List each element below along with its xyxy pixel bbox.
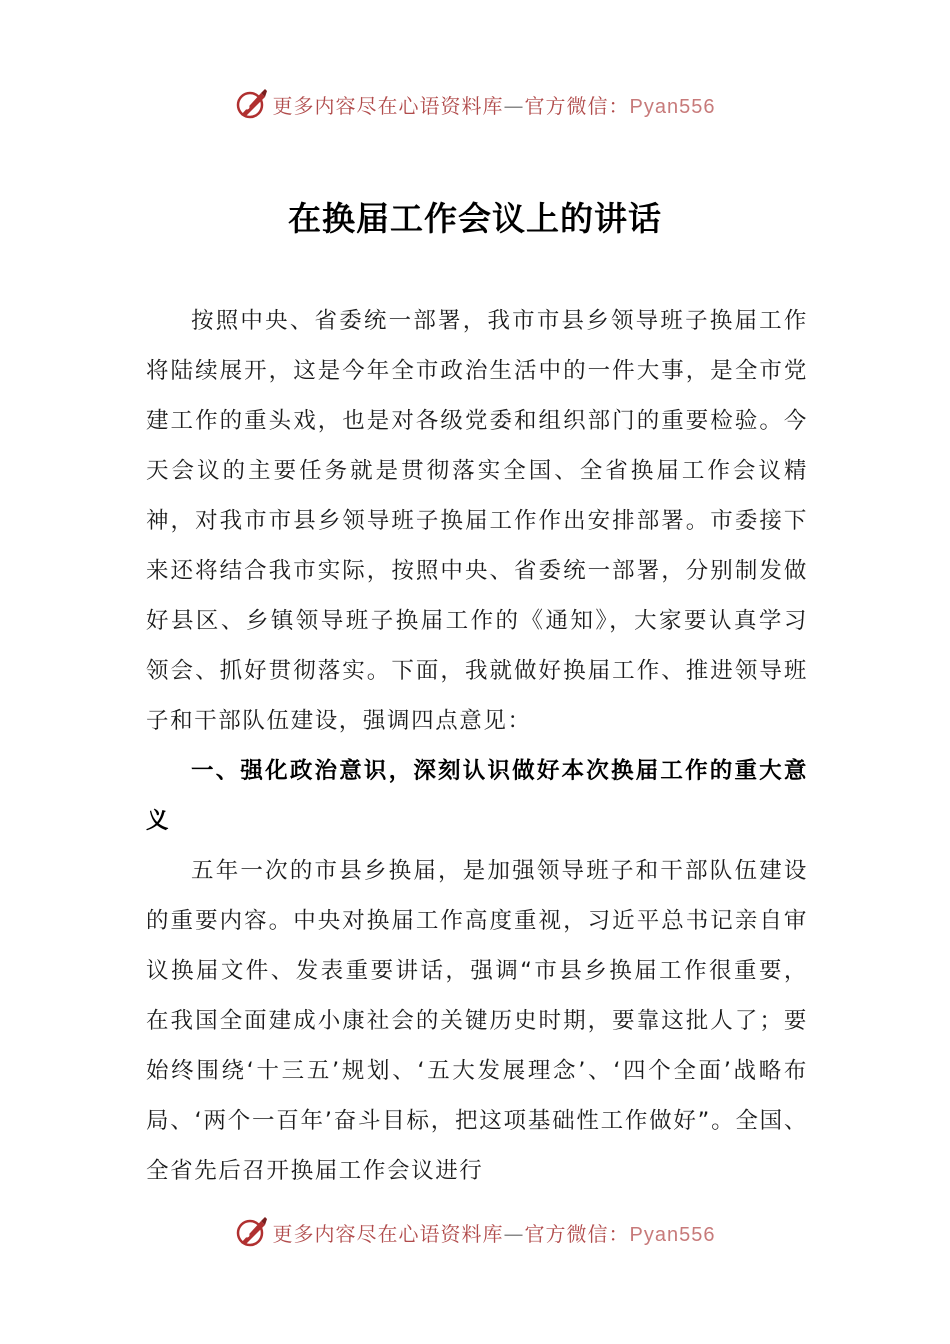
document-title: 在换届工作会议上的讲话 bbox=[288, 199, 662, 238]
watermark-text: 更多内容尽在心语资料库—官方微信：Pyan556 bbox=[272, 1221, 716, 1246]
body-paragraph: 五年一次的市县乡换届，是加强领导班子和干部队伍建设的重要内容。中央对换届工作高度重视，习近平总书记亲自审议换届文件、发表重要讲话，强调“市县乡换届工作很重要，在我国全面建成小康社会的关键历史时期，要靠这批人了；要始终围绕‘十三五’规划、‘五大发展理念’、‘四个全面’战略布局、‘两个一百年’奋斗目标，把这项基础性工作做好”。全国、全省先后召开换届工作会议进行 bbox=[146, 858, 808, 1184]
pen-logo-icon bbox=[235, 1215, 269, 1249]
section-heading: 一、强化政治意识，深刻认识做好本次换届工作的重大意义 bbox=[146, 758, 808, 834]
pen-logo-icon bbox=[235, 87, 269, 121]
watermark-text: 更多内容尽在心语资料库—官方微信：Pyan556 bbox=[272, 93, 716, 118]
footer-watermark bbox=[0, 1212, 950, 1252]
document-body bbox=[146, 296, 808, 1196]
body-paragraph: 按照中央、省委统一部署，我市市县乡领导班子换届工作将陆续展开，这是今年全市政治生活中的一件大事，是全市党建工作的重头戏，也是对各级党委和组织部门的重要检验。今天会议的主要任务就是贯彻落实全国、全省换届工作会议精神，对我市市县乡领导班子换届工作作出安排部署。市委接下来还将结合我市实际，按照中央、省委统一部署，分别制发做好县区、乡镇领导班子换届工作的《通知》，大家要认真学习领会、抓好贯彻落实。下面，我就做好换届工作、推进领导班子和干部队伍建设，强调四点意见： bbox=[146, 308, 808, 734]
header-watermark bbox=[0, 84, 950, 124]
